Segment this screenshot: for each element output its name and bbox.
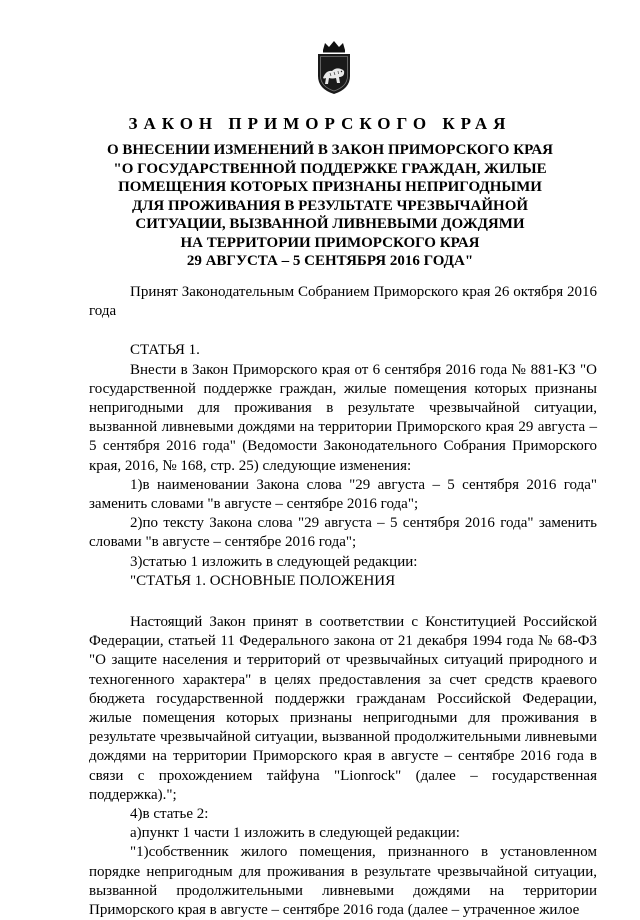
amendment-item-2: 2)по тексту Закона слова "29 августа – 5 сентября 2016 года" заменить словами "в августе – сентябре 2016 года"; bbox=[89, 515, 597, 551]
article-1-intro: Внести в Закон Приморского края от 6 сентября 2016 года № 881-КЗ "О государственной поддержке граждан, жилые помещения которых признаны непригодными для проживания в результате чрезвычайной ситуации, вызванной ливневыми дождями на территории Приморского края 29 августа – 5 сентября 2016 года" (Ведомости Законодательного Собрания Приморского края, 2016, № 168, стр. 25) следующие изменения: bbox=[89, 361, 597, 474]
subtitle-line: ДЛЯ ПРОЖИВАНИЯ В РЕЗУЛЬТАТЕ ЧРЕЗВЫЧАЙНОЙ bbox=[131, 197, 529, 214]
law-subtitle bbox=[70, 141, 590, 271]
subtitle-line: О ВНЕСЕНИИ ИЗМЕНЕНИЙ В ЗАКОН ПРИМОРСКОГО КРАЯ bbox=[107, 142, 553, 158]
subtitle-line: "О ГОСУДАРСТВЕННОЙ ПОДДЕРЖКЕ ГРАЖДАН, ЖИЛЫЕ bbox=[113, 160, 547, 177]
amendment-item-3: 3)статью 1 изложить в следующей редакции: bbox=[130, 553, 418, 570]
subtitle-line: ПОМЕЩЕНИЯ КОТОРЫХ ПРИЗНАНЫ НЕПРИГОДНЫМИ bbox=[118, 179, 542, 195]
quoted-article-text: Настоящий Закон принят в соответствии с Конституцией Российской Федерации, статьей 11 Федерального закона от 21 декабря 1994 года № 68-ФЗ "О защите населения и территорий от чрезвычайных ситуаций природного и техногенного характера" в целях предоставления за счет средств краевого бюджета государственной поддержки гражданам Российской Федерации, жилые помещения которых признаны непригодными для проживания в результате чрезвычайной ситуации, вызванной продолжительными ливневыми дождями на территории Приморского края в августе – сентябре 2016 года в связи с прохождением тайфуна "Lionrock" (далее – государственная поддержка)."; bbox=[89, 614, 597, 803]
amendment-item-1: 1)в наименовании Закона слова "29 августа – 5 сентября 2016 года" заменить словами "в августе – сентябре 2016 года"; bbox=[89, 476, 597, 513]
document-body bbox=[89, 283, 597, 920]
article-1-heading: СТАТЬЯ 1. bbox=[130, 342, 200, 359]
amendment-item-4a: а)пункт 1 части 1 изложить в следующей редакции: bbox=[130, 825, 460, 842]
subtitle-line: СИТУАЦИИ, ВЫЗВАННОЙ ЛИВНЕВЫМИ ДОЖДЯМИ bbox=[135, 216, 525, 232]
subtitle-line: НА ТЕРРИТОРИИ ПРИМОРСКОГО КРАЯ bbox=[180, 234, 480, 251]
quoted-article-heading: "СТАТЬЯ 1. ОСНОВНЫЕ ПОЛОЖЕНИЯ bbox=[130, 572, 396, 589]
adoption-note: Принят Законодательным Собранием Приморского края 26 октября 2016 года bbox=[89, 284, 597, 320]
law-title: ЗАКОН ПРИМОРСКОГО КРАЯ bbox=[128, 114, 512, 133]
amendment-item-4: 4)в статье 2: bbox=[130, 806, 209, 823]
subtitle-line: 29 АВГУСТА – 5 СЕНТЯБРЯ 2016 ГОДА" bbox=[186, 253, 474, 269]
primorsky-krai-coat-of-arms-icon bbox=[314, 40, 354, 95]
amendment-item-4a-text: "1)собственник жилого помещения, признанного в установленном порядке непригодным для проживания в результате чрезвычайной ситуации, вызванной продолжительными ливневыми дождями на территории Приморского края в августе – сентябре 2016 года (далее – утраченное жилое bbox=[89, 844, 597, 919]
